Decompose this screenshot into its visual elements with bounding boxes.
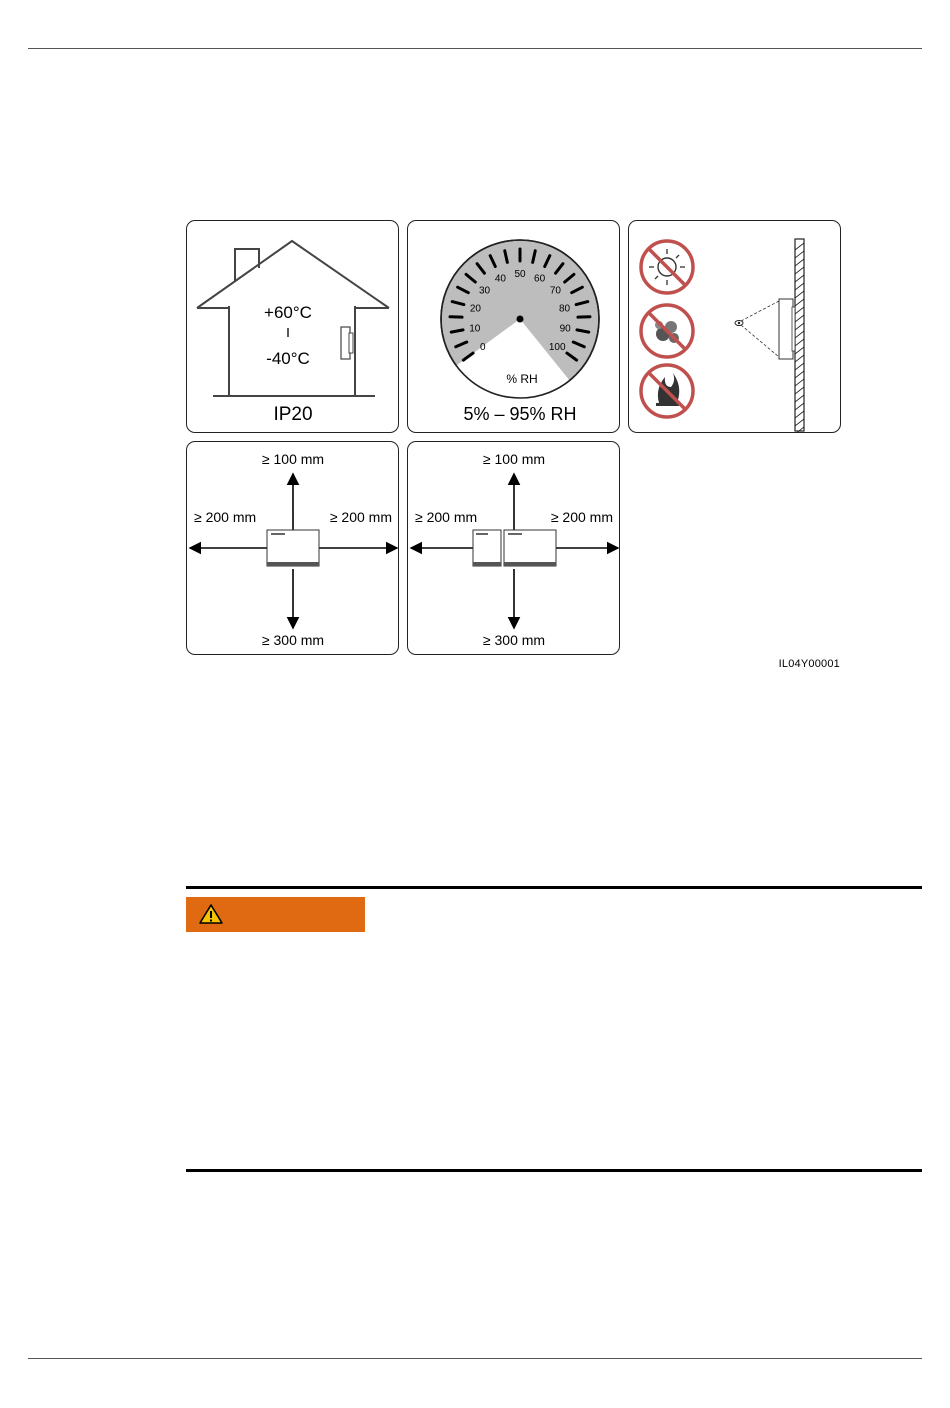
- no-flammables-icon: [641, 365, 693, 417]
- gauge-tick-label: 50: [514, 269, 526, 280]
- clearance-top-label: ≥ 100 mm: [261, 451, 325, 467]
- clearance-bottom-label: ≥ 300 mm: [482, 632, 546, 648]
- panel-humidity-gauge: [407, 220, 620, 433]
- gauge-unit-label: % RH: [506, 372, 538, 386]
- ip-rating-label: IP20: [273, 404, 313, 425]
- smartlogger-device: [504, 530, 556, 566]
- figure-id: IL04Y00001: [778, 658, 840, 670]
- humidity-range-label: 5% – 95% RH: [463, 404, 577, 424]
- panel-indoor-temperature: [186, 220, 399, 433]
- smartlogger-device: [267, 530, 319, 566]
- no-sunlight-icon: [641, 241, 693, 293]
- clearance-left-label: ≥ 200 mm: [194, 509, 257, 525]
- gauge-tick-label: 30: [478, 285, 491, 297]
- gauge-tick-label: 10: [469, 323, 481, 335]
- temp-max-label: +60°C: [264, 303, 312, 322]
- temp-min-label: -40°C: [266, 349, 310, 368]
- gauge-tick-label: 100: [548, 342, 566, 354]
- gauge-tick-label: 20: [469, 303, 482, 315]
- clearance-left-label: ≥ 200 mm: [415, 509, 478, 525]
- warning-bottom-rule: [186, 1169, 922, 1172]
- gauge-tick-label: 40: [494, 273, 506, 285]
- panel-environment-restrictions: [628, 220, 841, 433]
- panel-clearance-single: [186, 441, 399, 655]
- gauge-tick-label: 0: [480, 342, 486, 354]
- gauge-tick-label: 80: [558, 303, 571, 315]
- smartmodule-device: [473, 530, 501, 566]
- no-explosives-icon: [641, 305, 693, 357]
- clearance-top-label: ≥ 100 mm: [482, 451, 546, 467]
- gauge-tick-label: 70: [549, 285, 562, 297]
- gauge-hub: [517, 316, 524, 323]
- panel-clearance-double: [407, 441, 620, 655]
- warning-badge: [186, 897, 365, 932]
- footer-rule: [28, 1358, 922, 1359]
- clearance-right-label: ≥ 200 mm: [329, 509, 392, 525]
- clearance-bottom-label: ≥ 300 mm: [261, 632, 325, 648]
- header-rule: [28, 48, 922, 49]
- warning-top-rule: [186, 886, 922, 889]
- warning-triangle-icon: [198, 903, 224, 925]
- gauge-tick-label: 60: [534, 273, 546, 285]
- wall-mount-illustration: [735, 239, 804, 433]
- clearance-right-label: ≥ 200 mm: [550, 509, 613, 525]
- gauge-tick-label: 90: [559, 323, 571, 335]
